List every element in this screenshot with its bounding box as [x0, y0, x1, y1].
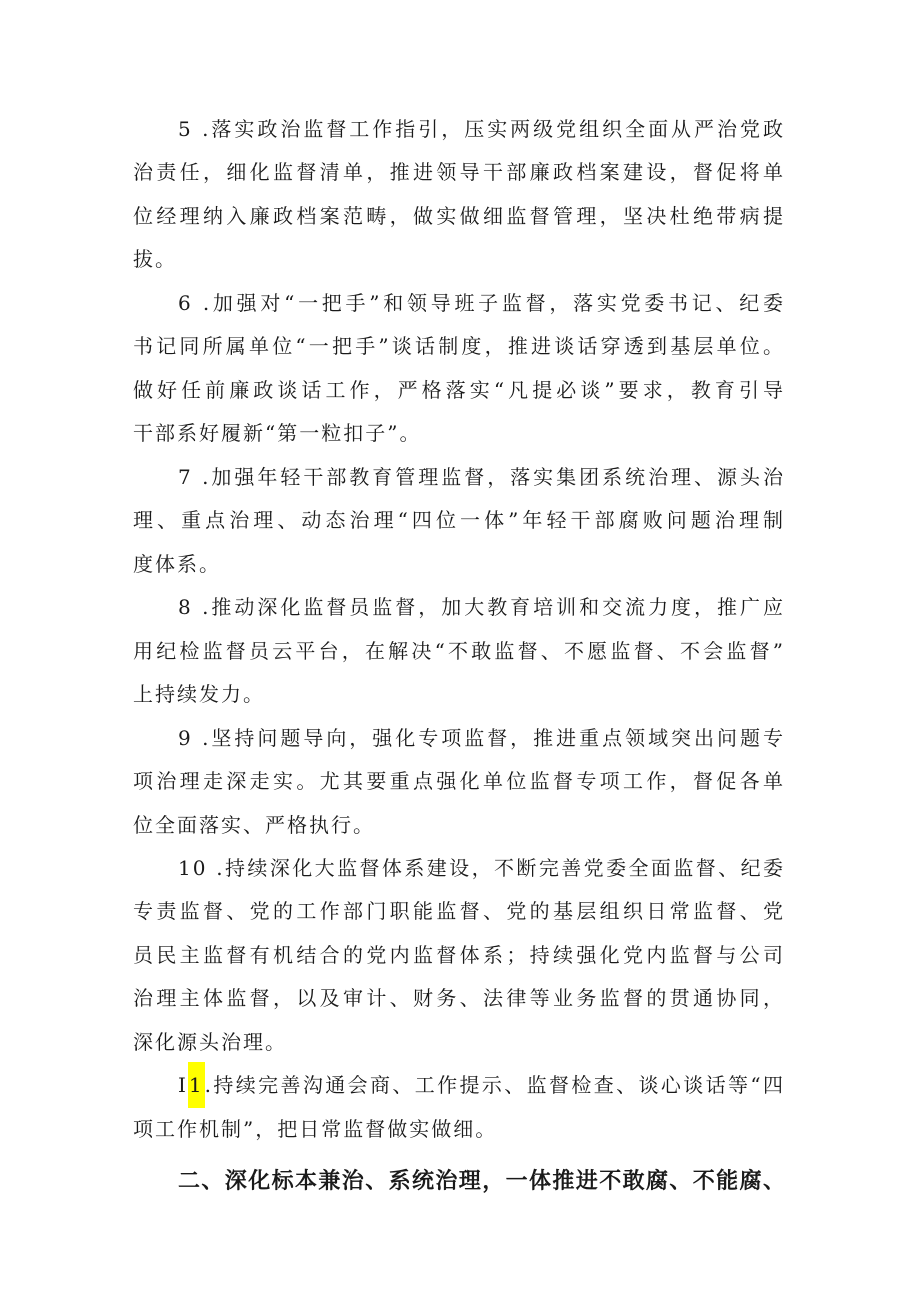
text-line: 上持续发力。	[133, 682, 265, 707]
line-text: .持续完善沟通会商、工作提示、监督检查、谈心谈话等“四	[204, 1073, 785, 1098]
text-line: 7 .加强年轻干部教育管理监督，落实集团系统治理、源头治	[178, 464, 785, 489]
text-line: 项工作机制”，把日常监督做实做细。	[133, 1116, 498, 1141]
text-line: 项治理走深走实。尤其要重点强化单位监督专项工作，督促各单	[133, 769, 785, 794]
text-line: 深化源头治理。	[133, 1029, 287, 1054]
text-line: 6 .加强对“一把手”和领导班子监督，落实党委书记、纪委	[178, 290, 785, 315]
text-line: 9 .坚持问题导向，强化专项监督，推进重点领域突出问题专	[178, 725, 785, 750]
text-line: 5 .落实政治监督工作指引，压实两级党组织全面从严治党政	[178, 117, 785, 141]
paragraph-item-8	[133, 586, 785, 716]
text-line: 10 .持续深化大监督体系建设，不断完善党委全面监督、纪委	[178, 855, 785, 880]
text-line: 用纪检监督员云平台，在解决“不敢监督、不愿监督、不会监督”	[133, 638, 785, 663]
text-line: 度体系。	[133, 551, 221, 576]
paragraph-item-11	[133, 1064, 785, 1151]
text-line: 位全面落实、严格执行。	[133, 812, 375, 837]
text-line: 专责监督、党的工作部门职能监督、党的基层组织日常监督、党	[133, 899, 785, 924]
paragraph-item-9	[133, 717, 785, 847]
text-line: 书记同所属单位“一把手”谈话制度，推进谈话穿透到基层单位。	[133, 334, 785, 359]
paragraph-item-5	[133, 108, 785, 282]
text-line: 拔。	[133, 247, 177, 272]
text-line: 员民主监督有机结合的党内监督体系；持续强化党内监督与公司	[133, 942, 785, 967]
section-heading: 二、深化标本兼治、系统治理，一体推进不敢腐、不能腐、	[178, 1169, 785, 1195]
paragraph-item-7	[133, 456, 785, 586]
paragraph-item-10	[133, 847, 785, 1064]
text-line: 治责任，细化监督清单，推进领导干部廉政档案建设，督促将单	[133, 160, 785, 185]
document-body	[133, 108, 785, 1204]
paragraph-item-6	[133, 282, 785, 456]
text-line	[133, 1064, 785, 1107]
item-number-prefix: I	[178, 1073, 188, 1098]
text-line: 位经理纳入廉政档案范畴，做实做细监督管理，坚决杜绝带病提	[133, 203, 785, 228]
highlighted-text: 1	[188, 1062, 205, 1108]
text-line: 治理主体监督，以及审计、财务、法律等业务监督的贯通协同，	[133, 986, 785, 1011]
text-line: 理、重点治理、动态治理“四位一体”年轻干部腐败问题治理制	[133, 508, 785, 533]
text-line: 8 .推动深化监督员监督，加大教育培训和交流力度，推广应	[178, 595, 785, 620]
text-line: 做好任前廉政谈话工作，严格落实“凡提必谈”要求，教育引导	[133, 377, 785, 402]
text-line: 干部系好履新“第一粒扣子”。	[133, 421, 422, 446]
